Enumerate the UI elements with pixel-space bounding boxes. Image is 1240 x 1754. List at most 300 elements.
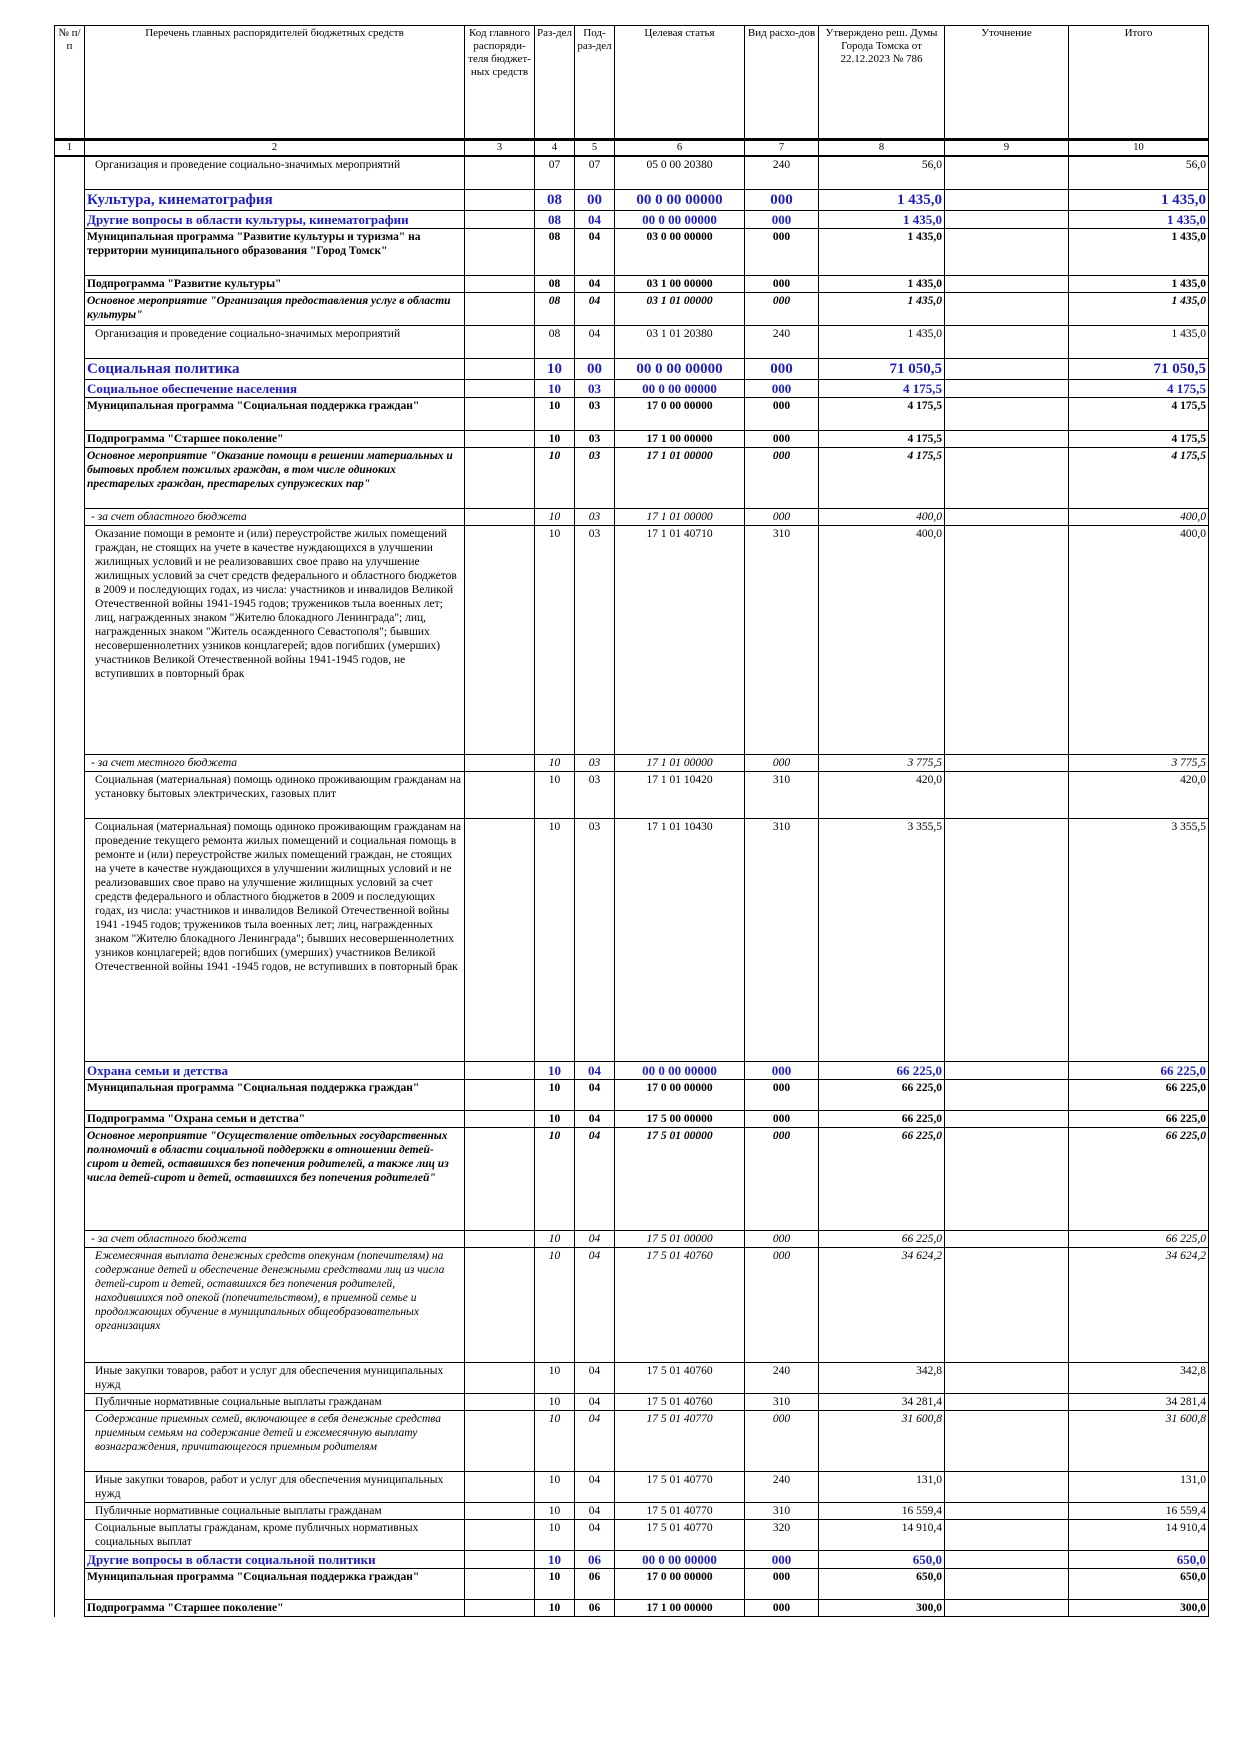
cell-n [55,1520,85,1551]
cell-razdel: 10 [535,1394,575,1411]
cell-code [465,1231,535,1248]
cell-itogo: 400,0 [1069,526,1209,755]
cell-n [55,276,85,293]
cell-utoch [945,398,1069,431]
cell-statya: 17 5 01 00000 [615,1231,745,1248]
cell-vid: 240 [745,1363,819,1394]
cell-n [55,1128,85,1231]
cell-itogo: 66 225,0 [1069,1062,1209,1080]
cell-n [55,526,85,755]
cell-utoch [945,229,1069,276]
cell-name: Содержание приемных семей, включающее в себя денежные средства приемным семьям на содержание детей и ежемесячную выплату вознаграждения, причитающегося приемным родителям [85,1411,465,1472]
cell-itogo: 342,8 [1069,1363,1209,1394]
cell-statya: 00 0 00 00000 [615,359,745,380]
cell-podrazdel: 04 [575,1472,615,1503]
cell-statya: 17 0 00 00000 [615,1080,745,1111]
table-row [55,1394,1209,1411]
cell-podrazdel: 03 [575,509,615,526]
table-row [55,398,1209,431]
cell-n [55,1231,85,1248]
cell-n [55,1472,85,1503]
cell-utoch [945,1248,1069,1363]
cell-statya: 17 1 01 10430 [615,819,745,1062]
cell-razdel: 10 [535,1128,575,1231]
cell-code [465,819,535,1062]
cell-razdel: 10 [535,1411,575,1472]
cell-approved: 4 175,5 [819,431,945,448]
cell-name: Иные закупки товаров, работ и услуг для обеспечения муниципальных нужд [85,1363,465,1394]
cell-n [55,1248,85,1363]
cell-itogo: 4 175,5 [1069,448,1209,509]
table-row [55,431,1209,448]
cell-approved: 66 225,0 [819,1080,945,1111]
cell-utoch [945,1128,1069,1231]
cell-utoch [945,1231,1069,1248]
cell-utoch [945,326,1069,359]
cell-utoch [945,1503,1069,1520]
cell-razdel: 10 [535,755,575,772]
cell-itogo: 3 355,5 [1069,819,1209,1062]
cell-itogo: 71 050,5 [1069,359,1209,380]
header-statya: Целевая статья [615,26,745,140]
cell-podrazdel: 00 [575,190,615,211]
col-number: 2 [85,140,465,157]
cell-name: Публичные нормативные социальные выплаты гражданам [85,1503,465,1520]
cell-code [465,1248,535,1363]
cell-podrazdel: 04 [575,229,615,276]
cell-itogo: 66 225,0 [1069,1080,1209,1111]
cell-podrazdel: 04 [575,1231,615,1248]
cell-utoch [945,819,1069,1062]
cell-statya: 03 1 00 00000 [615,276,745,293]
cell-podrazdel: 04 [575,276,615,293]
cell-name: Подпрограмма "Развитие культуры" [85,276,465,293]
cell-itogo: 650,0 [1069,1569,1209,1600]
table-row [55,1080,1209,1111]
cell-podrazdel: 04 [575,1111,615,1128]
cell-name: Основное мероприятие "Оказание помощи в решении материальных и бытовых проблем пожилых граждан, в том числе одиноких престарелых граждан, престарелых супружеских пар" [85,448,465,509]
cell-podrazdel: 04 [575,326,615,359]
table-row [55,1503,1209,1520]
cell-utoch [945,509,1069,526]
cell-razdel: 10 [535,448,575,509]
col-number: 9 [945,140,1069,157]
cell-n [55,431,85,448]
cell-name: Публичные нормативные социальные выплаты гражданам [85,1394,465,1411]
cell-name: Социальная (материальная) помощь одиноко проживающим гражданам на проведение текущего ремонта жилых помещений и социальная помощь в ремонте и (или) переустройстве жилых помещений граждан, не стоящих на учете в качестве нуждающихся в улучшении жилищных условий и не реализовавших свое право на улучшение жилищных условий за счет средств федерального и областного бюджетов в 2009 и последующих годах, из числа: участников и инвалидов Великой Отечественной войны 1941 -1945 годов; тружеников тыла военных лет; лиц, награжденных знаком "Жителю блокадного Ленинграда"; бывших несовершеннолетних узников концлагерей; вдов погибших (умерших) участников Великой Отечественной войны 1941 -1945 годов, не вступивших в повторный брак [85,819,465,1062]
cell-code [465,1080,535,1111]
cell-approved: 4 175,5 [819,380,945,398]
cell-vid: 000 [745,509,819,526]
cell-utoch [945,431,1069,448]
cell-n [55,1363,85,1394]
cell-vid: 240 [745,326,819,359]
cell-vid: 000 [745,755,819,772]
cell-statya: 17 5 00 00000 [615,1111,745,1128]
cell-vid: 310 [745,772,819,819]
cell-approved: 31 600,8 [819,1411,945,1472]
cell-name: Подпрограмма "Охрана семьи и детства" [85,1111,465,1128]
header-name: Перечень главных распорядителей бюджетных средств [85,26,465,140]
cell-approved: 66 225,0 [819,1111,945,1128]
cell-name: Организация и проведение социально-значимых мероприятий [85,326,465,359]
col-number: 6 [615,140,745,157]
cell-podrazdel: 03 [575,526,615,755]
cell-razdel: 10 [535,509,575,526]
cell-statya: 17 1 01 00000 [615,755,745,772]
table-row [55,1231,1209,1248]
cell-razdel: 10 [535,526,575,755]
cell-itogo: 1 435,0 [1069,276,1209,293]
header-podrazdel: Под-раз-дел [575,26,615,140]
table-row [55,1600,1209,1617]
cell-code [465,755,535,772]
cell-utoch [945,156,1069,190]
cell-name: - за счет областного бюджета [85,509,465,526]
cell-podrazdel: 03 [575,380,615,398]
cell-vid: 310 [745,526,819,755]
cell-n [55,190,85,211]
cell-utoch [945,1600,1069,1617]
cell-code [465,526,535,755]
cell-itogo: 34 624,2 [1069,1248,1209,1363]
cell-podrazdel: 03 [575,398,615,431]
table-row [55,755,1209,772]
cell-razdel: 10 [535,772,575,819]
cell-razdel: 08 [535,326,575,359]
cell-podrazdel: 03 [575,819,615,1062]
cell-n [55,819,85,1062]
cell-n [55,1111,85,1128]
cell-code [465,448,535,509]
cell-approved: 650,0 [819,1551,945,1569]
header-code: Код главного распоряди-теля бюджет-ных средств [465,26,535,140]
table-row [55,1520,1209,1551]
cell-name: Социальная (материальная) помощь одиноко проживающим гражданам на установку бытовых электрических, газовых плит [85,772,465,819]
cell-itogo: 1 435,0 [1069,293,1209,326]
cell-podrazdel: 04 [575,1248,615,1363]
table-row [55,190,1209,211]
cell-statya: 17 1 01 40710 [615,526,745,755]
cell-name: Социальное обеспечение населения [85,380,465,398]
cell-podrazdel: 04 [575,1394,615,1411]
cell-name: Охрана семьи и детства [85,1062,465,1080]
cell-statya: 17 1 00 00000 [615,1600,745,1617]
table-row [55,229,1209,276]
cell-podrazdel: 04 [575,1062,615,1080]
cell-statya: 00 0 00 00000 [615,211,745,229]
cell-approved: 650,0 [819,1569,945,1600]
cell-vid: 240 [745,1472,819,1503]
cell-name: Муниципальная программа "Социальная поддержка граждан" [85,1569,465,1600]
cell-n [55,359,85,380]
col-number: 10 [1069,140,1209,157]
cell-razdel: 10 [535,1503,575,1520]
cell-itogo: 650,0 [1069,1551,1209,1569]
cell-approved: 300,0 [819,1600,945,1617]
cell-vid: 000 [745,1248,819,1363]
cell-razdel: 08 [535,211,575,229]
cell-code [465,190,535,211]
cell-approved: 131,0 [819,1472,945,1503]
cell-code [465,1062,535,1080]
cell-razdel: 10 [535,1569,575,1600]
cell-statya: 05 0 00 20380 [615,156,745,190]
cell-name: Муниципальная программа "Развитие культуры и туризма" на территории муниципального образования "Город Томск" [85,229,465,276]
cell-itogo: 1 435,0 [1069,229,1209,276]
cell-n [55,448,85,509]
header-number: № п/п [55,26,85,140]
cell-n [55,326,85,359]
cell-podrazdel: 03 [575,755,615,772]
cell-approved: 1 435,0 [819,211,945,229]
cell-approved: 400,0 [819,526,945,755]
col-number: 4 [535,140,575,157]
cell-razdel: 10 [535,380,575,398]
cell-statya: 00 0 00 00000 [615,380,745,398]
table-row [55,509,1209,526]
cell-name: Подпрограмма "Старшее поколение" [85,431,465,448]
table-row [55,211,1209,229]
cell-podrazdel: 04 [575,1411,615,1472]
cell-name: - за счет областного бюджета [85,1231,465,1248]
cell-razdel: 10 [535,1520,575,1551]
cell-statya: 17 1 01 10420 [615,772,745,819]
cell-name: Подпрограмма "Старшее поколение" [85,1600,465,1617]
cell-statya: 17 0 00 00000 [615,398,745,431]
cell-statya: 03 0 00 00000 [615,229,745,276]
cell-name: Оказание помощи в ремонте и (или) переустройстве жилых помещений граждан, не стоящих на учете в качестве нуждающихся в улучшении жилищных условий и не реализовавших свое право на улучшение жилищных условий за счет средств федерального и областного бюджетов в 2009 и последующих годах, из числа: участников и инвалидов Великой Отечественной войны 1941-1945 годов; тружеников тыла военных лет; лиц, награжденных знаком "Жителю блокадного Ленинграда"; лиц, награжденных знаком "Житель осажденного Севастополя"; бывших несовершеннолетних узников концлагерей; вдов погибших (умерших) участников Великой Отечественной войны 1941-1945 годов, не вступивших в повторный брак [85,526,465,755]
table-row [55,772,1209,819]
table-row [55,380,1209,398]
table-row [55,448,1209,509]
cell-vid: 000 [745,431,819,448]
cell-podrazdel: 06 [575,1600,615,1617]
cell-n [55,1411,85,1472]
col-number: 7 [745,140,819,157]
cell-itogo: 300,0 [1069,1600,1209,1617]
cell-code [465,380,535,398]
cell-code [465,1411,535,1472]
cell-utoch [945,1394,1069,1411]
cell-razdel: 10 [535,1231,575,1248]
cell-code [465,1600,535,1617]
cell-approved: 34 281,4 [819,1394,945,1411]
cell-itogo: 4 175,5 [1069,380,1209,398]
col-number: 5 [575,140,615,157]
cell-vid: 000 [745,1128,819,1231]
cell-name: Основное мероприятие "Организация предоставления услуг в области культуры" [85,293,465,326]
cell-statya: 00 0 00 00000 [615,1551,745,1569]
cell-n [55,772,85,819]
cell-razdel: 10 [535,1111,575,1128]
cell-vid: 000 [745,359,819,380]
cell-n [55,1503,85,1520]
cell-utoch [945,380,1069,398]
cell-itogo: 1 435,0 [1069,326,1209,359]
cell-code [465,211,535,229]
table-row [55,1128,1209,1231]
cell-n [55,1600,85,1617]
table-row [55,326,1209,359]
cell-n [55,509,85,526]
cell-razdel: 10 [535,1551,575,1569]
cell-approved: 400,0 [819,509,945,526]
cell-razdel: 08 [535,229,575,276]
cell-n [55,1551,85,1569]
cell-approved: 1 435,0 [819,229,945,276]
cell-razdel: 10 [535,398,575,431]
cell-vid: 000 [745,398,819,431]
cell-utoch [945,293,1069,326]
col-number: 3 [465,140,535,157]
cell-podrazdel: 06 [575,1551,615,1569]
cell-utoch [945,1472,1069,1503]
cell-name: Культура, кинематография [85,190,465,211]
cell-utoch [945,211,1069,229]
cell-itogo: 34 281,4 [1069,1394,1209,1411]
cell-utoch [945,1569,1069,1600]
cell-approved: 4 175,5 [819,448,945,509]
cell-vid: 000 [745,276,819,293]
cell-razdel: 10 [535,431,575,448]
table-row [55,1551,1209,1569]
cell-approved: 4 175,5 [819,398,945,431]
cell-vid: 000 [745,211,819,229]
table-row [55,1411,1209,1472]
cell-vid: 000 [745,229,819,276]
cell-podrazdel: 04 [575,1363,615,1394]
cell-statya: 17 5 01 40770 [615,1411,745,1472]
cell-approved: 34 624,2 [819,1248,945,1363]
cell-approved: 3 775,5 [819,755,945,772]
cell-code [465,431,535,448]
cell-code [465,1472,535,1503]
cell-vid: 000 [745,448,819,509]
header-utoch: Уточнение [945,26,1069,140]
cell-n [55,1394,85,1411]
budget-table [54,25,1209,1617]
cell-name: - за счет местного бюджета [85,755,465,772]
cell-utoch [945,755,1069,772]
cell-itogo: 31 600,8 [1069,1411,1209,1472]
table-row [55,276,1209,293]
header-vid: Вид расхо-дов [745,26,819,140]
cell-name: Основное мероприятие "Осуществление отдельных государственных полномочий в области социальной поддержки в отношении детей-сирот и детей, оставшихся без попечения родителей, а также лиц из числа детей-сирот и детей, оставшихся без попечения родителей" [85,1128,465,1231]
cell-name: Социальные выплаты гражданам, кроме публичных нормативных социальных выплат [85,1520,465,1551]
cell-approved: 14 910,4 [819,1520,945,1551]
col-number: 8 [819,140,945,157]
cell-n [55,229,85,276]
cell-utoch [945,526,1069,755]
cell-statya: 17 5 01 40760 [615,1394,745,1411]
cell-utoch [945,1062,1069,1080]
cell-utoch [945,1520,1069,1551]
cell-statya: 17 5 01 40770 [615,1520,745,1551]
cell-statya: 03 1 01 20380 [615,326,745,359]
cell-vid: 320 [745,1520,819,1551]
cell-name: Социальная политика [85,359,465,380]
cell-n [55,156,85,190]
cell-code [465,772,535,819]
cell-n [55,398,85,431]
cell-code [465,293,535,326]
cell-podrazdel: 07 [575,156,615,190]
budget-sheet [54,25,1208,1617]
cell-code [465,156,535,190]
cell-approved: 1 435,0 [819,293,945,326]
cell-razdel: 10 [535,819,575,1062]
cell-code [465,509,535,526]
cell-razdel: 10 [535,1600,575,1617]
cell-itogo: 66 225,0 [1069,1128,1209,1231]
table-row [55,1569,1209,1600]
cell-approved: 16 559,4 [819,1503,945,1520]
cell-podrazdel: 03 [575,431,615,448]
header-itogo: Итого [1069,26,1209,140]
cell-code [465,1111,535,1128]
cell-statya: 17 1 01 00000 [615,509,745,526]
cell-utoch [945,1551,1069,1569]
cell-itogo: 56,0 [1069,156,1209,190]
cell-name: Другие вопросы в области социальной политики [85,1551,465,1569]
table-row [55,359,1209,380]
cell-itogo: 1 435,0 [1069,211,1209,229]
cell-name: Ежемесячная выплата денежных средств опекунам (попечителям) на содержание детей и обеспечение денежными средствами лиц из числа детей-сирот и детей, оставшихся без попечения родителей, находившихся под опекой (попечительством), в приемной семье и продолжающих обучение в муниципальных общеобразовательных организациях [85,1248,465,1363]
cell-itogo: 420,0 [1069,772,1209,819]
cell-vid: 000 [745,1569,819,1600]
cell-razdel: 10 [535,1472,575,1503]
cell-itogo: 131,0 [1069,1472,1209,1503]
cell-razdel: 10 [535,1080,575,1111]
cell-statya: 00 0 00 00000 [615,1062,745,1080]
cell-statya: 17 5 01 40770 [615,1472,745,1503]
cell-podrazdel: 03 [575,448,615,509]
cell-utoch [945,772,1069,819]
table-header [55,26,1209,140]
cell-itogo: 400,0 [1069,509,1209,526]
cell-razdel: 07 [535,156,575,190]
cell-razdel: 08 [535,190,575,211]
cell-approved: 56,0 [819,156,945,190]
cell-podrazdel: 04 [575,1128,615,1231]
cell-razdel: 08 [535,276,575,293]
cell-statya: 17 5 01 40770 [615,1503,745,1520]
header-approved: Утверждено реш. Думы Города Томска от 22.12.2023 № 786 [819,26,945,140]
cell-code [465,1520,535,1551]
cell-podrazdel: 00 [575,359,615,380]
cell-code [465,326,535,359]
cell-n [55,1080,85,1111]
cell-approved: 1 435,0 [819,276,945,293]
cell-utoch [945,1080,1069,1111]
cell-approved: 342,8 [819,1363,945,1394]
cell-name: Муниципальная программа "Социальная поддержка граждан" [85,1080,465,1111]
cell-code [465,1503,535,1520]
cell-utoch [945,1363,1069,1394]
cell-utoch [945,276,1069,293]
cell-itogo: 1 435,0 [1069,190,1209,211]
table-row [55,1472,1209,1503]
cell-n [55,211,85,229]
cell-approved: 71 050,5 [819,359,945,380]
cell-podrazdel: 04 [575,1080,615,1111]
cell-approved: 420,0 [819,772,945,819]
cell-itogo: 14 910,4 [1069,1520,1209,1551]
cell-approved: 1 435,0 [819,190,945,211]
cell-code [465,276,535,293]
cell-statya: 17 5 01 00000 [615,1128,745,1231]
